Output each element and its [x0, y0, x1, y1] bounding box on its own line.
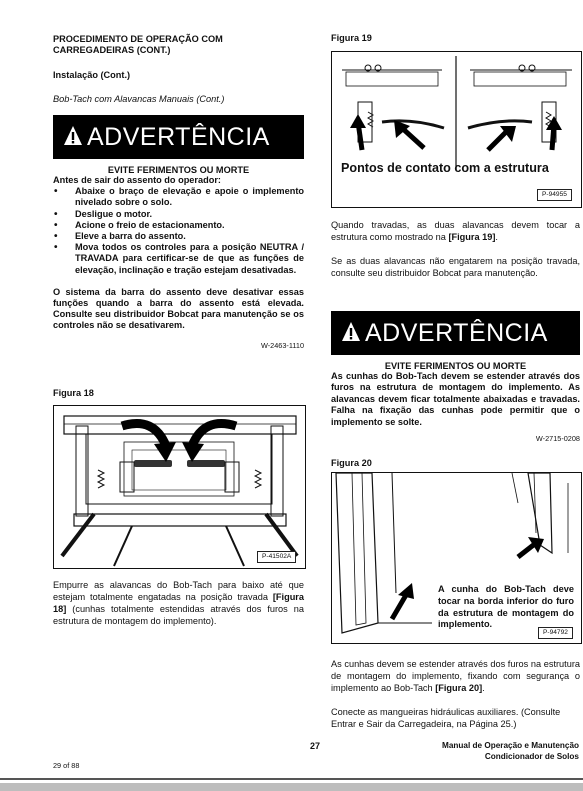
warning-paragraph: O sistema da barra do assento deve desativar essas funções quando a barra do assento está elevada. Consulte seu distribuidor Bobcat para manutenção se os controles não se desativarem. [53, 286, 304, 331]
warning-banner [53, 115, 304, 159]
paragraph-wedges: As cunhas devem se estender através dos furos na estrutura de montagem do implemento, fixando com segurança o implemento ao Bob-Tach [Figura 20]. [331, 659, 580, 694]
paragraph-levers-locked: Quando travadas, as duas alavancas devem tocar a estrutura como mostrado na [Figura 19]. [331, 220, 580, 243]
manual-title: Manual de Operação e Manutenção Condicionador de Solos [442, 741, 579, 761]
left-column [53, 30, 304, 350]
warning-title: ADVERTÊNCIA [365, 318, 548, 347]
figure-20-code: P-94792 [538, 627, 573, 639]
figure-19-code: P-94955 [537, 189, 572, 201]
figure-19-label: Figura 19 [331, 33, 372, 43]
figure-reference: [Figura 18] [53, 592, 304, 615]
figure-reference: [Figura 19] [448, 232, 496, 243]
figure-18-label: Figura 18 [53, 388, 94, 398]
warning-triangle-icon [341, 321, 361, 343]
figure-19-caption: Pontos de contato com a estrutura [341, 161, 549, 175]
section-heading: PROCEDIMENTO DE OPERAÇÃO COM CARREGADEIRAS (CONT.) [53, 34, 223, 55]
figure-20-image [331, 472, 582, 644]
footer-divider [0, 778, 583, 780]
subheading: Instalação (Cont.) [53, 70, 131, 80]
figure-reference: [Figura 20] [435, 683, 483, 694]
warning-intro: Antes de sair do assento do operador: [53, 175, 221, 185]
warning-banner [331, 311, 580, 355]
warning-code: W-2463-1110 [261, 340, 304, 350]
warning-triangle-icon [63, 125, 83, 147]
paragraph-levers-not-engaged: Se as duas alavancas não engatarem na posição travada, consulte seu distribuidor Bobcat para manutenção. [331, 256, 580, 279]
warning-paragraph: As cunhas do Bob-Tach devem se estender através dos furos na estrutura de montagem do implemento. As alavancas devem ficar totalmente abaixadas e travadas. Falha na fixação das cunhas pode permitir que o implemento se solte. [331, 371, 580, 427]
figure-19-illustration [332, 52, 581, 207]
list-item: • Eleve a barra do assento. [53, 231, 304, 242]
list-item: • Acione o freio de estacionamento. [53, 220, 304, 231]
figure-20-caption: A cunha do Bob-Tach deve tocar na borda inferior do furo da estrutura de montagem do implemento. [438, 584, 574, 630]
page-number: 27 [310, 741, 321, 751]
viewer-scrollbar-track[interactable] [0, 783, 583, 791]
figure-18-image [53, 405, 306, 569]
italic-heading: Bob-Tach com Alavancas Manuais (Cont.) [53, 94, 225, 104]
page-counter: 29 of 88 [53, 761, 80, 770]
list-item: • Mova todos os controles para a posição NEUTRA / TRAVADA para certificar-se de que as funções de elevação, inclinação e tração estejam desativadas. [53, 242, 304, 276]
paragraph-lever-instructions: Empurre as alavancas do Bob-Tach para baixo até que estejam totalmente engatadas na posição travada [Figura 18] (cunhas totalmente estendidas através dos furos na estrutura de montagem do implemento). [53, 580, 304, 627]
list-item: • Desligue o motor. [53, 209, 304, 220]
right-warning [331, 311, 580, 443]
figure-18-illustration [54, 406, 305, 568]
warning-bullet-list [53, 186, 304, 276]
warning-headline: EVITE FERIMENTOS OU MORTE [107, 165, 250, 175]
list-item: • Abaixe o braço de elevação e apoie o implemento nivelado sobre o solo. [53, 186, 304, 208]
figure-19-image [331, 51, 582, 208]
figure-18-code: P-41502A [257, 551, 296, 563]
warning-title: ADVERTÊNCIA [87, 122, 270, 151]
paragraph-hoses: Conecte as mangueiras hidráulicas auxiliares. (Consulte Entrar e Sair da Carregadeira, na Página 25.) [331, 707, 561, 730]
figure-20-label: Figura 20 [331, 458, 372, 468]
warning-code: W-2715-0208 [535, 434, 580, 444]
warning-headline: EVITE FERIMENTOS OU MORTE [384, 361, 527, 371]
